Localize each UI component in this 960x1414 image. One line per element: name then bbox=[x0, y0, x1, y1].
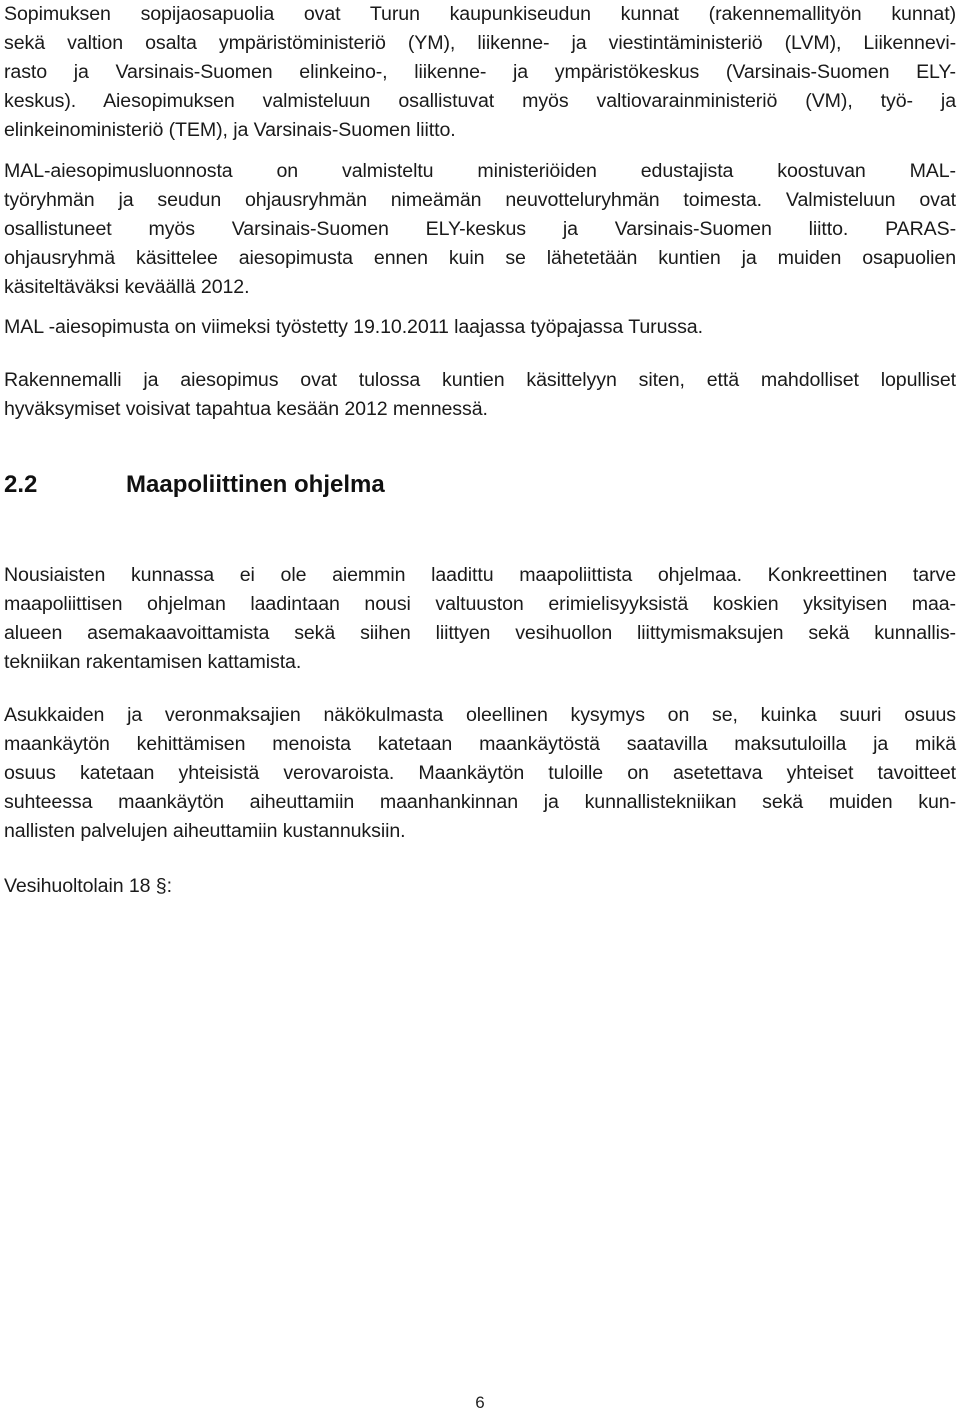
section-number: 2.2 bbox=[4, 471, 38, 498]
paragraph-mal-workshop bbox=[4, 313, 956, 342]
text-line: suhteessa maankäytön aiheuttamiin maanhankinnan ja kunnallistekniikan sekä muiden kun- bbox=[4, 791, 956, 813]
paragraph-agreement-parties bbox=[4, 0, 956, 145]
section-title: Maapoliittinen ohjelma bbox=[126, 471, 385, 498]
text-line: hyväksymiset voisivat tapahtua kesään 2012 mennessä. bbox=[4, 398, 488, 420]
paragraph-approval-schedule bbox=[4, 366, 956, 424]
text-line: käsiteltäväksi keväällä 2012. bbox=[4, 276, 250, 298]
paragraph-water-act-reference bbox=[4, 872, 956, 901]
text-line: Asukkaiden ja veronmaksajien näkökulmasta oleellinen kysymys on se, kuinka suuri osuus bbox=[4, 704, 956, 726]
text-line: Sopimuksen sopijaosapuolia ovat Turun kaupunkiseudun kunnat (rakennemallityön kunnat) bbox=[4, 3, 956, 25]
text-line: Nousiaisten kunnassa ei ole aiemmin laadittu maapoliittista ohjelmaa. Konkreettinen tarve bbox=[4, 564, 956, 586]
text-line: tekniikan rakentamisen kattamista. bbox=[4, 651, 302, 673]
text-line: keskus). Aiesopimuksen valmisteluun osallistuvat myös valtiovarainministeriö (VM), työ- ja bbox=[4, 90, 956, 112]
text-line: alueen asemakaavoittamista sekä siihen liittyen vesihuollon liittymismaksujen sekä kunnallis- bbox=[4, 622, 956, 644]
text-line: Rakennemalli ja aiesopimus ovat tulossa kuntien käsittelyyn siten, että mahdolliset lopulliset bbox=[4, 369, 956, 391]
section-heading bbox=[4, 468, 385, 502]
page-number: 6 bbox=[475, 1393, 485, 1412]
text-line: MAL-aiesopimusluonnosta on valmisteltu ministeriöiden edustajista koostuvan MAL- bbox=[4, 160, 956, 182]
paragraph-cost-coverage bbox=[4, 701, 956, 846]
paragraph-mal-draft bbox=[4, 157, 956, 302]
text-line: elinkeinoministeriö (TEM), ja Varsinais-Suomen liitto. bbox=[4, 119, 456, 141]
text-line: maankäytön kehittämisen menoista katetaan maankäytöstä saatavilla maksutuloilla ja mikä bbox=[4, 733, 956, 755]
paragraph-land-policy-need bbox=[4, 561, 956, 677]
text-line: sekä valtion osalta ympäristöministeriö (YM), liikenne- ja viestintäministeriö (LVM), Liikennevi- bbox=[4, 32, 956, 54]
text-line: MAL -aiesopimusta on viimeksi työstetty 19.10.2011 laajassa työpajassa Turussa. bbox=[4, 316, 703, 338]
text-line: osuus katetaan yhteisistä verovaroista. Maankäytön tuloille on asetettava yhteiset tavoitteet bbox=[4, 762, 956, 784]
text-line: nallisten palvelujen aiheuttamiin kustannuksiin. bbox=[4, 820, 406, 842]
text-line: rasto ja Varsinais-Suomen elinkeino-, liikenne- ja ympäristökeskus (Varsinais-Suomen ELY- bbox=[4, 61, 956, 83]
text-line: osallistuneet myös Varsinais-Suomen ELY-keskus ja Varsinais-Suomen liitto. PARAS- bbox=[4, 218, 956, 240]
text-line: työryhmän ja seudun ohjausryhmän nimeämän neuvotteluryhmän toimesta. Valmisteluun ovat bbox=[4, 189, 956, 211]
text-line: maapoliittisen ohjelman laadintaan nousi valtuuston erimielisyyksistä koskien yksityisen maa- bbox=[4, 593, 956, 615]
text-line: ohjausryhmä käsittelee aiesopimusta ennen kuin se lähetetään kuntien ja muiden osapuolien bbox=[4, 247, 956, 269]
text-line: Vesihuoltolain 18 §: bbox=[4, 875, 172, 897]
